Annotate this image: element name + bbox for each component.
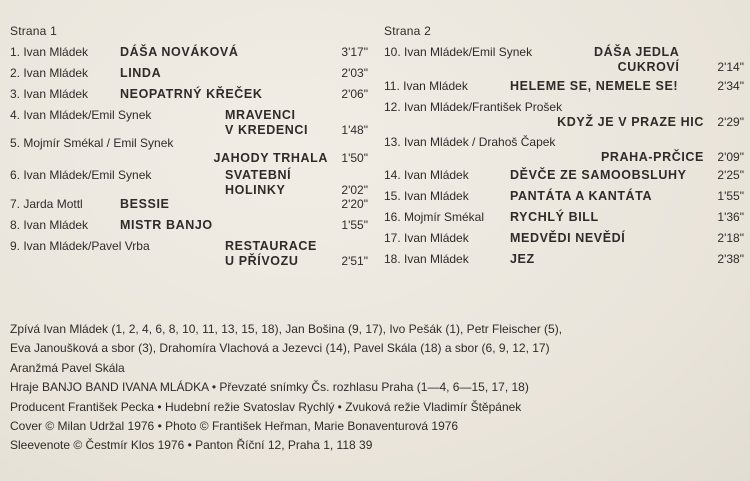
track-title: PANTÁTA A KANTÁTA xyxy=(510,189,653,203)
track-title: KDYŽ JE V PRAZE HIC xyxy=(557,115,704,129)
track-title: DĚVČE ZE SAMOOBSLUHY xyxy=(510,168,687,182)
track-title: RYCHLÝ BILL xyxy=(510,210,599,224)
track-duration: 1'50" xyxy=(341,151,368,165)
track-title: HELEME SE, NEMELE SE! xyxy=(510,79,679,93)
track-artist: 1. Ivan Mládek xyxy=(10,45,89,59)
track-title: BESSIE xyxy=(120,197,170,211)
track-duration: 2'09" xyxy=(717,150,744,164)
track-title: DÁŠA JEDLA CUKROVÍ xyxy=(594,45,680,74)
track-duration: 2'25" xyxy=(717,168,744,182)
track-artist: 12. Ivan Mládek/František Prošek xyxy=(384,100,563,114)
track-title: JAHODY TRHALA xyxy=(213,151,328,165)
track-duration: 2'02" xyxy=(341,183,368,197)
track-artist: 16. Mojmír Smékal xyxy=(384,210,485,224)
track-duration: 2'06" xyxy=(341,87,368,101)
track-duration: 2'51" xyxy=(341,254,368,268)
track-duration: 2'18" xyxy=(717,231,744,245)
track-title: PRAHA-PRČICE xyxy=(600,150,704,164)
track-duration: 2'14" xyxy=(717,60,744,74)
track-artist: 7. Jarda Mottl xyxy=(10,197,83,211)
track-artist: 15. Ivan Mládek xyxy=(384,189,469,203)
track-artist: 13. Ivan Mládek / Drahoš Čapek xyxy=(384,135,556,149)
side-2-title: Strana 2 xyxy=(384,24,431,38)
track-title: MEDVĚDI NEVĚDÍ xyxy=(510,231,626,245)
track-title: MRAVENCI V KREDENCI xyxy=(225,108,309,137)
track-artist: 17. Ivan Mládek xyxy=(384,231,469,245)
track-title: JEZ xyxy=(510,252,535,266)
credits-line: Cover © Milan Udržal 1976 • Photo © František Heřman, Marie Bonaventurová 1976 xyxy=(10,419,459,434)
track-duration: 2'20" xyxy=(341,197,368,211)
track-title: NEOPATRNÝ KŘEČEK xyxy=(120,87,263,101)
track-duration: 1'55" xyxy=(717,189,744,203)
track-artist: 5. Mojmír Smékal / Emil Synek xyxy=(10,136,174,150)
credits-line: Aranžmá Pavel Skála xyxy=(10,360,125,375)
track-artist: 10. Ivan Mládek/Emil Synek xyxy=(384,45,533,59)
track-artist: 3. Ivan Mládek xyxy=(10,87,89,101)
track-title: MISTR BANJO xyxy=(120,218,213,232)
track-artist: 18. Ivan Mládek xyxy=(384,252,469,266)
track-duration: 2'34" xyxy=(717,79,744,93)
track-artist: 6. Ivan Mládek/Emil Synek xyxy=(10,168,152,182)
credits-line: Eva Janoušková a sbor (3), Drahomíra Vlachová a Jezevci (14), Pavel Skála (18) a sbor (6, 9, 12, 17) xyxy=(10,341,550,356)
track-duration: 3'17" xyxy=(341,45,368,59)
credits-line: Producent František Pecka • Hudební režie Svatoslav Rychlý • Zvuková režie Vladimír Štěpánek xyxy=(10,399,522,414)
track-artist: 2. Ivan Mládek xyxy=(10,66,89,80)
credits-line: Hraje BANJO BAND IVANA MLÁDKA • Převzaté snímky Čs. rozhlasu Praha (1—4, 6—15, 17, 18) xyxy=(10,380,529,395)
track-title: LINDA xyxy=(120,66,162,80)
track-artist: 9. Ivan Mládek/Pavel Vrba xyxy=(10,239,150,253)
track-duration: 1'55" xyxy=(341,218,368,232)
track-duration: 1'36" xyxy=(717,210,744,224)
track-title: SVATEBNÍ HOLINKY xyxy=(225,168,292,197)
track-artist: 14. Ivan Mládek xyxy=(384,168,469,182)
track-duration: 1'48" xyxy=(341,123,368,137)
side-1-title: Strana 1 xyxy=(10,24,57,38)
track-title: DÁŠA NOVÁKOVÁ xyxy=(120,45,239,59)
track-duration: 2'29" xyxy=(717,115,744,129)
track-duration: 2'03" xyxy=(341,66,368,80)
track-artist: 4. Ivan Mládek/Emil Synek xyxy=(10,108,152,122)
track-artist: 11. Ivan Mládek xyxy=(384,79,468,93)
track-duration: 2'38" xyxy=(717,252,744,266)
track-artist: 8. Ivan Mládek xyxy=(10,218,89,232)
track-title: RESTAURACE U PŘÍVOZU xyxy=(225,239,317,268)
credits-block xyxy=(10,320,745,456)
credits-line: Zpívá Ivan Mládek (1, 2, 4, 6, 8, 10, 11, 13, 15, 18), Jan Bošina (9, 17), Ivo Pešák (1), Petr Fleischer (5), xyxy=(10,322,563,336)
credits-line: Sleevenote © Čestmír Klos 1976 • Panton Říční 12, Praha 1, 118 39 xyxy=(10,438,373,453)
